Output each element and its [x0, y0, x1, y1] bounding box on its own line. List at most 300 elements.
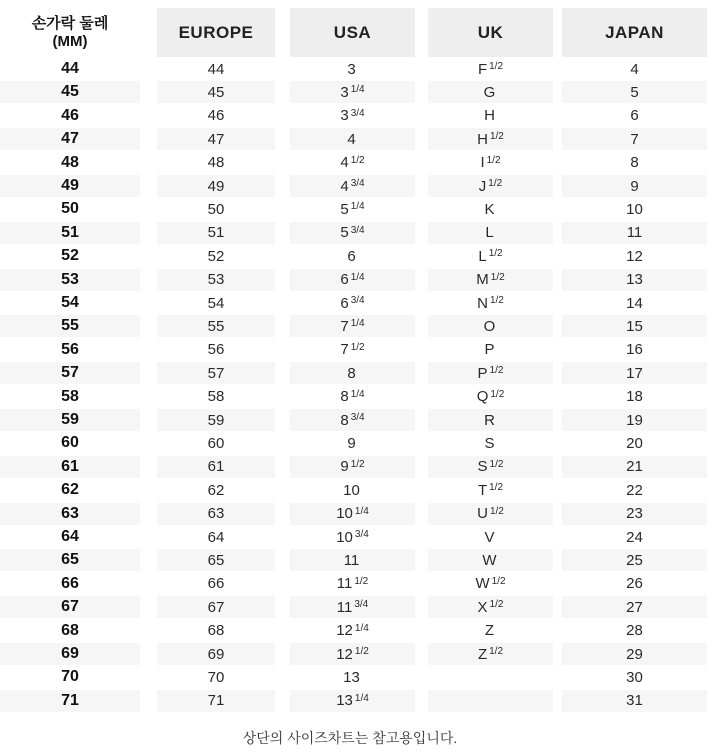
cell-usa-value: 10 [336, 505, 353, 523]
cell-uk-fraction: 1/2 [489, 646, 504, 657]
cell-usa-fraction: 1/2 [354, 646, 369, 657]
cell-uk [428, 549, 553, 571]
cell-mm [0, 666, 140, 688]
table-row [0, 314, 722, 337]
table-row [0, 525, 722, 548]
cell-usa [290, 386, 415, 408]
cell-europe [157, 549, 275, 571]
cell-usa-value: 10 [336, 528, 353, 546]
cell-mm-value: 56 [61, 340, 79, 358]
cell-japan [562, 58, 707, 80]
cell-mm-value: 58 [61, 387, 79, 405]
cell-uk [428, 409, 553, 431]
cell-usa-fraction: 3/4 [350, 295, 365, 306]
cell-mm-value: 57 [61, 364, 79, 382]
cell-japan [562, 573, 707, 595]
cell-usa [290, 666, 415, 688]
cell-usa-value: 4 [340, 154, 349, 172]
cell-mm-value: 48 [61, 153, 79, 171]
cell-usa [290, 292, 415, 314]
cell-usa-fraction: 3/4 [350, 412, 365, 423]
cell-japan-value: 19 [626, 411, 643, 429]
cell-japan [562, 643, 707, 665]
table-row [0, 408, 722, 431]
cell-europe [157, 690, 275, 712]
cell-mm-value: 60 [61, 434, 79, 452]
cell-europe-value: 67 [207, 598, 225, 616]
cell-mm [0, 643, 140, 665]
cell-usa-fraction: 3/4 [350, 107, 365, 119]
cell-mm [0, 409, 140, 431]
cell-europe-value: 51 [207, 224, 225, 242]
cell-usa [290, 620, 415, 642]
cell-europe-value: 46 [207, 107, 225, 125]
cell-mm [0, 620, 140, 642]
cell-uk-fraction: 1/2 [486, 154, 501, 166]
cell-usa-value: 5 [340, 224, 349, 242]
table-row [0, 385, 722, 408]
cell-europe [157, 526, 275, 548]
cell-uk-fraction: 1/2 [490, 388, 505, 400]
cell-europe-value: 59 [207, 411, 225, 429]
cell-uk-fraction: 1/2 [489, 505, 504, 517]
table-row [0, 221, 722, 244]
cell-mm-value: 69 [61, 645, 79, 662]
cell-uk-value: H [477, 130, 488, 148]
cell-mm [0, 128, 140, 150]
cell-europe-value: 47 [207, 130, 225, 148]
cell-japan-value: 31 [626, 692, 643, 710]
cell-uk-fraction: 1/2 [488, 248, 503, 260]
cell-europe [157, 386, 275, 408]
cell-europe-value: 60 [207, 434, 225, 452]
cell-europe [157, 175, 275, 197]
cell-europe [157, 503, 275, 525]
cell-usa-value: 4 [340, 177, 349, 195]
cell-uk-value: S [484, 434, 495, 452]
cell-uk [428, 105, 553, 127]
cell-europe [157, 479, 275, 501]
cell-usa-value: 10 [343, 481, 360, 499]
cell-japan [562, 339, 707, 361]
cell-usa [290, 479, 415, 501]
cell-mm-value: 50 [61, 200, 79, 218]
table-row [0, 244, 722, 267]
cell-uk [428, 479, 553, 501]
cell-mm-value: 64 [61, 528, 79, 545]
cell-mm-value: 51 [61, 223, 79, 241]
cell-mm [0, 105, 140, 127]
cell-europe-value: 63 [207, 505, 225, 523]
cell-mm [0, 198, 140, 220]
cell-usa-value: 6 [347, 247, 356, 265]
cell-europe [157, 596, 275, 618]
cell-uk [428, 386, 553, 408]
cell-usa-fraction: 1/2 [350, 341, 365, 353]
cell-usa-value: 3 [340, 107, 349, 125]
table-row [0, 197, 722, 220]
cell-usa-fraction: 1/4 [354, 505, 369, 517]
cell-mm [0, 292, 140, 314]
cell-europe-value: 65 [207, 551, 225, 569]
cell-usa [290, 105, 415, 127]
cell-japan-value: 5 [630, 83, 639, 101]
cell-europe [157, 666, 275, 688]
cell-uk-fraction: 1/2 [489, 458, 504, 470]
cell-usa [290, 409, 415, 431]
cell-mm-value: 65 [61, 551, 79, 569]
cell-uk [428, 292, 553, 314]
table-row [0, 619, 722, 642]
cell-uk [428, 245, 553, 267]
cell-japan-value: 26 [626, 575, 643, 593]
header-japan: JAPAN [562, 8, 707, 57]
cell-usa [290, 573, 415, 595]
cell-usa-value: 4 [347, 130, 356, 148]
cell-japan-value: 7 [630, 130, 639, 148]
table-row [0, 338, 722, 361]
cell-europe [157, 456, 275, 478]
cell-japan [562, 362, 707, 384]
header-mm-line1: 손가락 둘레 [31, 14, 109, 32]
cell-europe [157, 222, 275, 244]
cell-usa-fraction: 1/4 [350, 318, 365, 330]
cell-mm [0, 526, 140, 548]
cell-japan [562, 386, 707, 408]
cell-mm-value: 59 [61, 411, 79, 428]
header-usa: USA [290, 8, 415, 57]
cell-usa-fraction: 3/4 [350, 178, 365, 189]
cell-japan [562, 198, 707, 220]
cell-mm [0, 386, 140, 408]
cell-uk-fraction: 1/2 [489, 61, 504, 72]
cell-usa-value: 8 [347, 364, 356, 382]
cell-uk-value: R [484, 411, 495, 429]
cell-usa-value: 3 [340, 83, 349, 101]
cell-uk-value: S [477, 458, 488, 476]
cell-uk-fraction: 1/2 [489, 295, 504, 306]
cell-uk [428, 222, 553, 244]
cell-uk-value: P [484, 341, 495, 359]
cell-uk-value: F [477, 60, 488, 78]
cell-japan-value: 16 [626, 341, 643, 359]
cell-europe-value: 55 [207, 317, 225, 335]
cell-mm-value: 66 [61, 574, 79, 592]
cell-usa-value: 11 [336, 575, 353, 593]
cell-uk [428, 573, 553, 595]
table-row [0, 642, 722, 665]
cell-europe-value: 45 [207, 83, 225, 101]
cell-japan [562, 409, 707, 431]
cell-mm-value: 54 [61, 294, 79, 311]
cell-mm-value: 70 [61, 668, 79, 686]
cell-uk-value: T [477, 481, 488, 499]
cell-usa-fraction: 3/4 [350, 224, 365, 236]
cell-usa-value: 3 [347, 60, 356, 78]
cell-japan-value: 27 [626, 598, 643, 616]
cell-europe [157, 362, 275, 384]
cell-uk [428, 432, 553, 454]
cell-uk-value: L [478, 247, 487, 265]
table-row [0, 455, 722, 478]
cell-usa-value: 9 [340, 458, 349, 476]
cell-usa-value: 8 [340, 411, 349, 429]
cell-uk [428, 503, 553, 525]
cell-uk-fraction: 1/2 [488, 178, 503, 189]
cell-usa [290, 269, 415, 291]
table-row [0, 502, 722, 525]
table-row [0, 361, 722, 384]
cell-japan [562, 245, 707, 267]
cell-uk [428, 175, 553, 197]
cell-europe [157, 409, 275, 431]
cell-mm [0, 479, 140, 501]
cell-japan-value: 12 [626, 247, 643, 265]
table-row [0, 174, 722, 197]
cell-japan-value: 13 [626, 271, 643, 289]
cell-japan [562, 152, 707, 174]
cell-usa [290, 81, 415, 103]
cell-uk [428, 128, 553, 150]
cell-japan [562, 549, 707, 571]
cell-uk-value: M [476, 271, 489, 289]
footer-note: 상단의 사이즈차트는 참고용입니다. [242, 730, 458, 746]
table-row [0, 689, 722, 712]
cell-uk-value: P [477, 364, 488, 382]
cell-uk [428, 339, 553, 361]
cell-mm [0, 175, 140, 197]
cell-usa-fraction: 3/4 [354, 529, 369, 540]
cell-japan [562, 596, 707, 618]
cell-japan-value: 24 [626, 528, 643, 546]
cell-uk-fraction: 1/2 [489, 482, 504, 494]
cell-europe [157, 105, 275, 127]
cell-europe [157, 620, 275, 642]
cell-japan-value: 20 [626, 434, 643, 452]
cell-europe-value: 48 [207, 154, 225, 172]
table-row [0, 104, 722, 127]
cell-mm-value: 44 [61, 60, 79, 77]
cell-europe-value: 56 [207, 341, 225, 359]
cell-usa-value: 7 [340, 341, 349, 359]
cell-europe-value: 70 [207, 668, 225, 686]
cell-usa [290, 198, 415, 220]
cell-usa [290, 362, 415, 384]
cell-japan-value: 28 [626, 622, 643, 640]
cell-japan [562, 269, 707, 291]
cell-usa-value: 12 [336, 645, 353, 663]
cell-japan-value: 11 [626, 224, 643, 242]
cell-japan-value: 8 [630, 154, 639, 172]
cell-europe [157, 339, 275, 361]
cell-europe-value: 66 [207, 575, 225, 593]
cell-uk-value: Q [476, 388, 489, 406]
cell-mm-value: 71 [61, 691, 79, 709]
cell-europe [157, 643, 275, 665]
cell-uk-value: O [483, 317, 496, 335]
cell-europe [157, 432, 275, 454]
cell-japan [562, 503, 707, 525]
cell-usa-fraction: 1/4 [354, 692, 369, 704]
cell-japan [562, 315, 707, 337]
cell-usa-value: 7 [340, 317, 349, 335]
cell-japan [562, 666, 707, 688]
table-row [0, 80, 722, 103]
table-row [0, 595, 722, 618]
cell-uk [428, 620, 553, 642]
header-europe: EUROPE [157, 8, 275, 57]
table-row [0, 665, 722, 688]
cell-uk-fraction: 1/2 [490, 271, 505, 283]
cell-uk [428, 456, 553, 478]
cell-japan-value: 29 [626, 645, 643, 663]
cell-usa-fraction: 1/4 [350, 84, 365, 96]
cell-mm-value: 63 [61, 504, 79, 522]
cell-japan-value: 4 [630, 60, 639, 78]
cell-uk [428, 198, 553, 220]
cell-uk [428, 315, 553, 337]
cell-mm-value: 62 [61, 481, 79, 499]
cell-usa-value: 13 [343, 668, 360, 686]
cell-mm-value: 46 [61, 106, 79, 124]
cell-europe-value: 62 [207, 481, 225, 499]
cell-usa [290, 222, 415, 244]
cell-uk-value: I [480, 154, 485, 172]
cell-usa-fraction: 1/4 [354, 622, 369, 634]
cell-europe [157, 269, 275, 291]
cell-mm [0, 339, 140, 361]
cell-usa [290, 456, 415, 478]
table-row [0, 431, 722, 454]
cell-japan-value: 15 [626, 317, 643, 335]
cell-usa [290, 315, 415, 337]
table-row [0, 291, 722, 314]
cell-europe [157, 245, 275, 267]
cell-usa-value: 6 [340, 271, 349, 289]
cell-japan [562, 222, 707, 244]
cell-japan [562, 432, 707, 454]
cell-usa-fraction: 1/2 [354, 575, 369, 587]
cell-usa-fraction: 1/4 [350, 271, 365, 283]
cell-europe [157, 81, 275, 103]
cell-usa [290, 526, 415, 548]
cell-uk [428, 526, 553, 548]
cell-mm [0, 222, 140, 244]
cell-mm [0, 549, 140, 571]
cell-usa-fraction: 1/4 [350, 201, 365, 213]
cell-mm [0, 58, 140, 80]
cell-usa-fraction: 3/4 [354, 599, 369, 611]
cell-mm [0, 152, 140, 174]
cell-usa-value: 11 [336, 598, 353, 616]
cell-japan-value: 18 [626, 388, 643, 406]
cell-usa [290, 690, 415, 712]
cell-europe-value: 53 [207, 271, 225, 289]
cell-uk-fraction: 1/2 [491, 575, 506, 587]
cell-europe-value: 61 [207, 458, 225, 476]
cell-japan-value: 25 [626, 551, 643, 569]
cell-europe-value: 49 [207, 177, 225, 195]
cell-japan-value: 9 [630, 177, 639, 195]
cell-usa [290, 549, 415, 571]
cell-uk-value: N [477, 294, 488, 312]
cell-europe-value: 50 [207, 200, 225, 218]
cell-uk [428, 643, 553, 665]
cell-japan-value: 14 [626, 294, 643, 312]
cell-mm-value: 61 [61, 457, 79, 475]
table-row [0, 548, 722, 571]
cell-mm-value: 53 [61, 270, 79, 288]
cell-japan [562, 105, 707, 127]
cell-usa-value: 8 [340, 388, 349, 406]
cell-europe-value: 44 [207, 60, 225, 78]
cell-japan [562, 175, 707, 197]
cell-usa [290, 503, 415, 525]
cell-europe [157, 128, 275, 150]
cell-usa-fraction: 1/2 [350, 458, 365, 470]
cell-mm [0, 81, 140, 103]
cell-uk-value: K [484, 200, 495, 218]
cell-uk-value: J [478, 177, 487, 195]
cell-japan-value: 10 [626, 200, 643, 218]
cell-mm-value: 52 [61, 247, 79, 265]
cell-usa-value: 12 [336, 622, 353, 640]
cell-uk-fraction: 1/2 [489, 365, 504, 377]
cell-europe-value: 54 [207, 294, 225, 312]
cell-europe [157, 292, 275, 314]
cell-uk-value: X [477, 598, 488, 616]
cell-usa [290, 339, 415, 361]
cell-japan-value: 30 [626, 668, 643, 686]
cell-japan [562, 526, 707, 548]
cell-usa [290, 58, 415, 80]
cell-europe [157, 315, 275, 337]
cell-mm-value: 49 [61, 177, 79, 194]
cell-usa-value: 13 [336, 692, 353, 710]
cell-uk [428, 152, 553, 174]
cell-uk [428, 666, 553, 688]
cell-europe-value: 64 [207, 528, 225, 546]
table-row [0, 127, 722, 150]
table-row [0, 151, 722, 174]
cell-usa [290, 245, 415, 267]
cell-usa-value: 11 [343, 551, 360, 569]
cell-uk [428, 58, 553, 80]
cell-mm-value: 55 [61, 317, 79, 335]
cell-japan [562, 456, 707, 478]
cell-japan [562, 128, 707, 150]
table-row [0, 57, 722, 80]
cell-uk-value: Z [484, 622, 495, 640]
cell-japan [562, 620, 707, 642]
header-mm-line2: (MM) [52, 32, 88, 50]
cell-japan-value: 22 [626, 481, 643, 499]
cell-usa [290, 175, 415, 197]
cell-mm [0, 690, 140, 712]
cell-uk-value: G [483, 83, 496, 101]
cell-usa [290, 643, 415, 665]
cell-mm [0, 573, 140, 595]
cell-usa [290, 432, 415, 454]
cell-europe-value: 69 [207, 645, 225, 663]
cell-japan-value: 23 [626, 505, 643, 523]
cell-europe [157, 58, 275, 80]
cell-japan [562, 81, 707, 103]
cell-japan-value: 21 [626, 458, 643, 476]
cell-uk-value: L [485, 224, 494, 242]
cell-usa-value: 5 [340, 200, 349, 218]
cell-usa-fraction: 1/2 [350, 154, 365, 166]
